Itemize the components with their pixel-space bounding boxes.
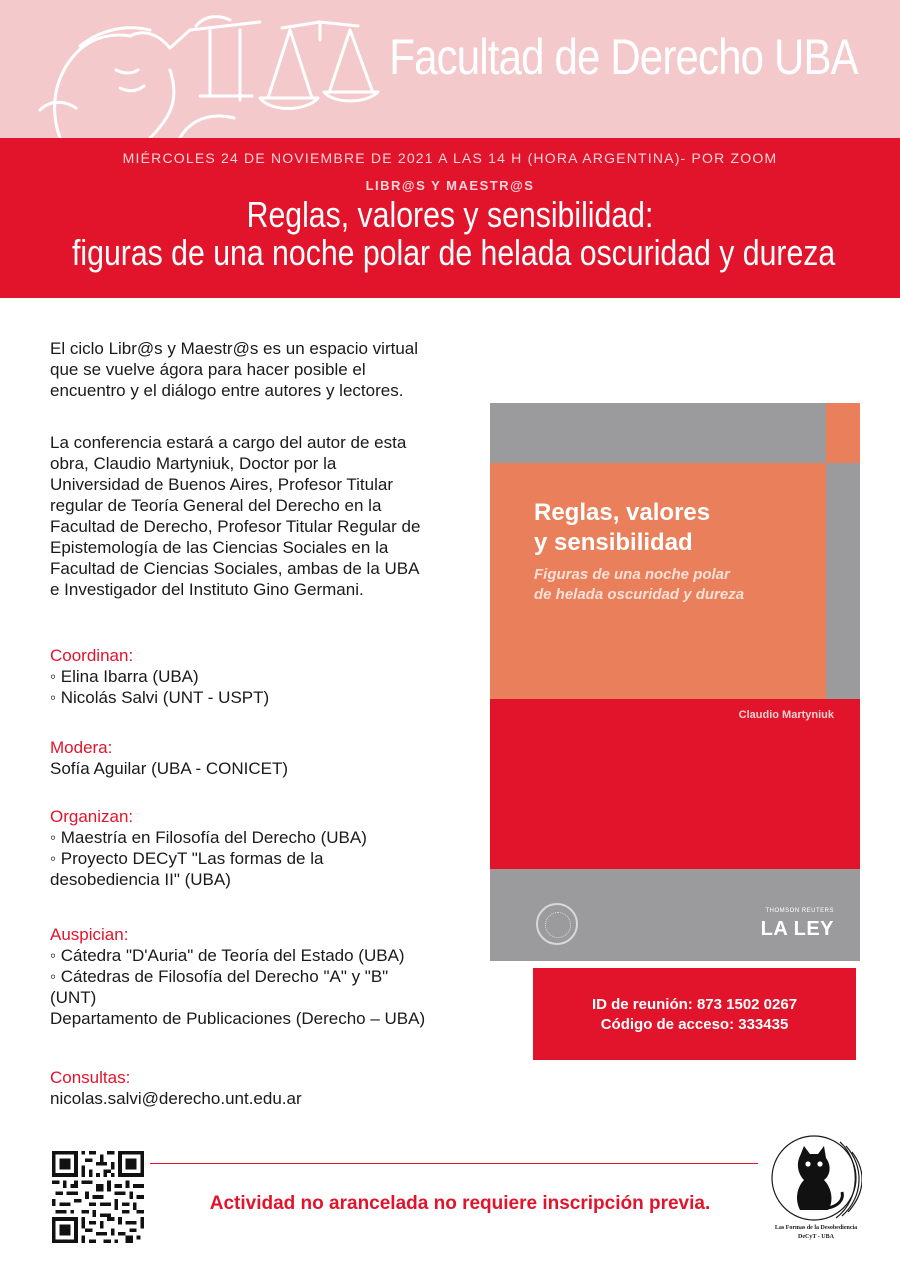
university-seal-icon (536, 903, 578, 945)
organizan-section (50, 806, 430, 890)
consultas-section (50, 1067, 430, 1109)
book-author: Claudio Martyniuk (738, 709, 834, 721)
footer-divider (150, 1163, 758, 1164)
book-title-line-2: y sensibilidad (534, 529, 693, 556)
book-subtitle-line-2: de helada oscuridad y dureza (534, 586, 745, 603)
auspician-item: ◦ Cátedra "D'Auria" de Teoría del Estado (UBA) (50, 946, 405, 965)
talk-title (72, 194, 836, 273)
zoom-info-box (533, 968, 856, 1060)
book-orange-corner (826, 403, 860, 463)
speaker-paragraph: La conferencia estará a cargo del autor de esta obra, Claudio Martyniuk, Doctor por la Universidad de Buenos Aires, Profesor Titular regular de Teoría General del Derecho en la Facultad de Derecho, Profesor Titular Regular de Epistemología de las Ciencias Sociales en la Facultad de Ciencias Sociales, ambas de la UBA e Investigador del Instituto Gino Germani. (50, 433, 421, 599)
book-red-panel (490, 699, 860, 869)
qr-code-icon[interactable] (52, 1151, 144, 1243)
book-cover (490, 403, 860, 961)
logo-caption-line-1: Las Formas de la Desobediencia (774, 1225, 858, 1231)
faculty-title: Facultad de Derecho UBA (389, 29, 858, 85)
talk-title-line-2: figuras de una noche polar de helada oscuridad y dureza (72, 232, 836, 273)
modera-label: Modera: (50, 738, 113, 757)
zoom-meeting-id: ID de reunión: 873 1502 0267 (591, 996, 798, 1013)
coordinan-item: ◦ Elina Ibarra (UBA) (50, 667, 199, 686)
cat-moon-logo-icon (770, 1128, 862, 1228)
organizan-item: ◦ Proyecto DECyT "Las formas de la desobediencia II" (UBA) (50, 849, 324, 889)
footer-note: Actividad no arancelada no requiere inscripción previa. (209, 1193, 711, 1214)
auspician-section (50, 924, 430, 1029)
book-subtitle (534, 565, 744, 605)
modera-section (50, 737, 430, 779)
event-title-band (0, 138, 900, 298)
event-date: MIÉRCOLES 24 DE NOVIEMBRE DE 2021 A LAS 14 H (HORA ARGENTINA)- POR ZOOM (122, 150, 778, 166)
book-top-band (490, 403, 860, 463)
consultas-label: Consultas: (50, 1068, 131, 1087)
contact-email[interactable]: nicolas.salvi@derecho.unt.edu.ar (50, 1089, 302, 1108)
organizan-label: Organizan: (50, 807, 134, 826)
publisher-label: LA LEY (760, 918, 834, 940)
book-title-line-1: Reglas, valores (534, 499, 711, 526)
logo-caption-line-2: DeCyT - UBA (798, 1234, 834, 1240)
cycle-name: LIBR@S Y MAESTR@S (365, 178, 535, 193)
logo-caption (760, 1224, 872, 1242)
talk-title-line-1: Reglas, valores y sensibilidad: (246, 194, 654, 235)
justice-scales-woman-illustration (20, 0, 400, 138)
header-band (0, 0, 900, 138)
intro-paragraph: El ciclo Libr@s y Maestr@s es un espacio virtual que se vuelve ágora para hacer posible el encuentro y el diálogo entre autores y lectores. (50, 339, 419, 400)
coordinan-item: ◦ Nicolás Salvi (UNT - USPT) (50, 688, 270, 707)
modera-item: Sofía Aguilar (UBA - CONICET) (50, 759, 289, 778)
organizan-item: ◦ Maestría en Filosofía del Derecho (UBA) (50, 828, 367, 847)
coordinan-section (50, 645, 430, 708)
auspician-item: ◦ Cátedras de Filosofía del Derecho "A" y "B" (UNT) (50, 967, 389, 1007)
book-subtitle-line-1: Figuras de una noche polar (534, 566, 730, 583)
zoom-passcode: Código de acceso: 333435 (600, 1016, 789, 1033)
coordinan-label: Coordinan: (50, 646, 134, 665)
book-title (534, 498, 710, 558)
auspician-item: Departamento de Publicaciones (Derecho – UBA) (50, 1009, 426, 1028)
publisher-small-label: THOMSON REUTERS (765, 908, 834, 914)
auspician-label: Auspician: (50, 925, 129, 944)
book-gray-strip (826, 463, 860, 699)
